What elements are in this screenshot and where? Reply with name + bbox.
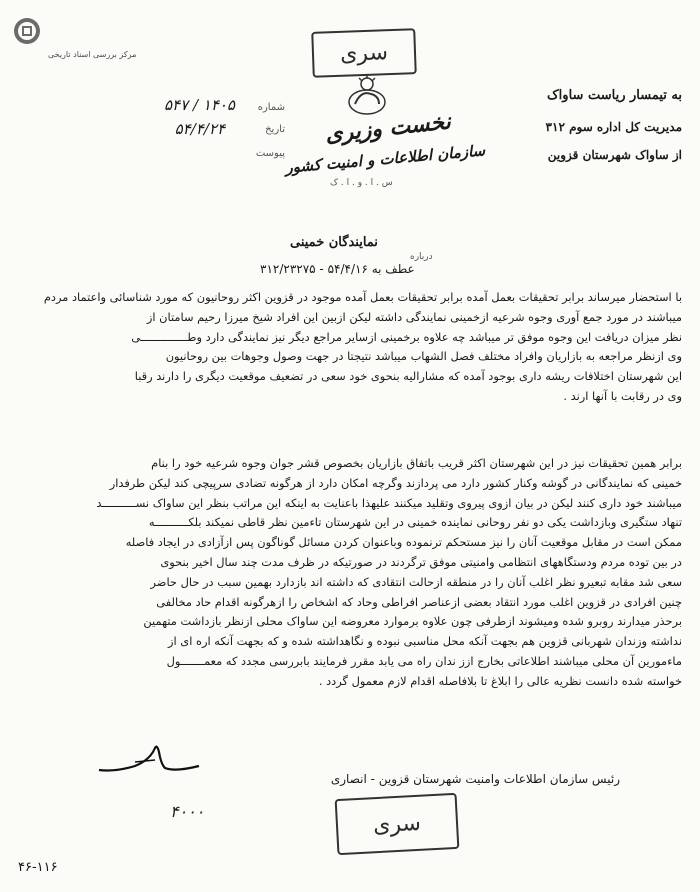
body-paragraph-1: [18, 288, 682, 407]
attachment-label: پیوست: [255, 148, 285, 159]
addressee-from: از ساواک شهرستان قزوین: [547, 148, 682, 162]
body-line: این شهرستان اختلافات ریشه داری بوجود آمده که مشارالیه بنحوی خود سعی در تضعیف موقعیت دیگری را دارند رقبا: [134, 369, 682, 384]
archive-emblem-icon: [12, 16, 42, 46]
body-line: نظر میزان دریافت این وجوه موفق تر میباشد چه علاوه برخمینی ازسایر مراجع دیگر نیز نمایندگی دارد وطــــــــــــــی: [131, 329, 682, 344]
body-line: میباشند خود داری کنند لیکن در بیان ازوی پیروی وتقلید میکنند علیهذا باعنایت به اینکه این مراتب بنظر این ساواک نســــــــــد: [96, 495, 682, 510]
lion-sun-emblem-icon: [345, 72, 389, 120]
archive-name: مرکز بررسی اسناد تاریخی: [48, 50, 137, 59]
date-label: تاریخ: [265, 124, 285, 135]
addressee-to: به تیمسار ریاست ساواک: [547, 88, 682, 103]
footer-reference: ۴۶-۱۱۶: [18, 860, 58, 875]
body-line: در بین توده مردم ودستگاههای انتظامی وامنیتی موفق ترگردند در صورتیکه در ظرف مدت چند سال اخیر بنحوی: [160, 554, 682, 569]
subject-reference: عطف به ۵۴/۴/۱۶ - ۳۱۲/۲۳۲۷۵: [260, 262, 415, 276]
body-line: با استحضار میرساند برابر تحقیقات بعمل آمده برابر تحقیقات بعمل آمده موجود در قزوین اکثر روحانیون که مورد شناسائی واعتماد مردم: [43, 290, 682, 304]
body-line: خمینی که نمایندگانی در گوشه وکنار کشور دارد می پردازند وگرچه امکان دارد از هرگونه تضادی سرپیچی کند لیکن طرفدار: [109, 475, 682, 490]
body-line: برابر همین تحقیقات نیز در این شهرستان اکثر قریب باتفاق بازاریان بخصوص قشر جوان وجوه شرعیه خود را بنام: [151, 456, 682, 470]
handwritten-signature-icon: [95, 742, 205, 782]
number-label: شماره: [257, 102, 285, 113]
body-line: ماءمورین آن محلی میباشند اطلاعاتی بخارج ازز ندان راه می یابد مقرر فرمایند بابررسی مجدد که معمـــــــول: [166, 653, 682, 668]
letterhead-org: سازمان اطلاعات و امنیت کشور: [284, 141, 486, 177]
letterhead-title: نخست وزیری: [323, 108, 452, 148]
classification-stamp-bottom: سری: [335, 793, 460, 855]
body-line: وی ازنظر مراجعه به بازاریان وافراد مختلف فصل الشهاب میباشد نتیجتا در جهت وصول وجوهات بین روحانیون: [165, 349, 682, 364]
body-paragraph-2: [18, 454, 682, 692]
letter-date: ۵۴/۴/۲۴: [174, 120, 225, 138]
letter-number: ۵۴۷ / ۱۴۰۵: [164, 96, 235, 114]
subject-label: درباره: [410, 252, 433, 262]
body-line: وی در رقابت با آنها ارند .: [563, 388, 682, 403]
body-line: میباشند در مورد جمع آوری وجوه شرعیه ازخمینی نمایندگی داشته لیکن ازبین این افراد شیخ میرزا رحیم سامتان از: [146, 309, 682, 324]
letterhead-code: س . ا . و . ا . ک: [330, 178, 393, 188]
classification-stamp-top: سری: [311, 28, 417, 78]
meta-block: [125, 96, 285, 160]
addressee-dept: مدیریت کل اداره سوم ۳۱۲: [545, 120, 682, 134]
body-line: تنهاد ستگیری وبازداشت یکی دو نفر روحانی نماینده خمینی در این شهرستان تاءمین نظر قاطی نمیکند بلکــــــــــه: [148, 515, 682, 530]
signature-line: رئیس سازمان اطلاعات وامنیت شهرستان قزوین - انصاری: [330, 772, 620, 786]
body-line: چنین افرادی در قزوین اغلب مورد انتقاد بعضی ازعناصر افراطی وحاد که اشخاص را ازهرگونه اقدام حاد مخالفی: [156, 594, 682, 609]
body-line: سعی شد مقابه تبعیرو نظر اغلب آنان را در منطقه ازحالت انتقادی که داشته اند بازدارد بهمین سبب در حال حاضر: [150, 574, 682, 589]
subject-title: نمایندگان خمینی: [290, 235, 378, 250]
archive-logo: [6, 6, 137, 66]
body-line: ممکن است در مقابل موقعیت آنان را نیز مستحکم ترنموده وباعنوان کردن مسائل گوناگون پس ازآزادی در ایجاد فاصله: [125, 535, 682, 550]
body-line: برحذر میدارند روبرو شده ومیشوند ازطرفی چون علاوه برموارد معروضه این ساواک محلی ازنظر بازداشت متهمین: [143, 614, 682, 629]
body-line: خواسته شده دانست نظریه عالی را ابلاغ تا بلافاصله اقدام لازم معمول گردد .: [318, 673, 682, 688]
body-line: نداشته وزندان شهربانی قزوین هم بجهت آنکه محل مناسبی نبوده و نگاهداشته شده و که بجهت آنکه اره ای از: [168, 634, 682, 649]
handwritten-note: ۴۰۰۰: [170, 802, 205, 821]
